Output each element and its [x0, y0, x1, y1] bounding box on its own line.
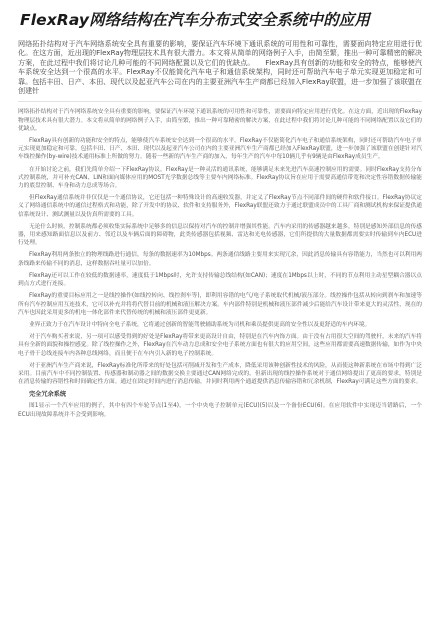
body-paragraph: 图1显示一个汽车应用的例子，其中有四个车轮节点(1至4)，一个中央电子控制单元(ECU)(5)以及一个备份ECU(6)。在应用软件中实现迈当错路后，一个ECU出现故障系统并不会受到影响。	[18, 403, 422, 418]
body-paragraph: 无论什么时候，控制系统都必须收集实际系统中足够多的信息以保持对汽车的控制并增强其性能。汽车内采用的传感器越来越多，特别是感知外部信息的传感器，用来感知路面信息以及前方、邻近以及车辆后面的障碍物，此类传感器包括视频、雷达和光电传感器，它们所提供的大量数据都需要实时传输到车内ECU进行处理。	[18, 223, 422, 247]
body-paragraph: FlexRay利用两条独立的物理线路进行通信，每条的数据速率为10Mbps。两条通信线路主要用来实现冗余，因此消息传输具有容错能力，当然也可以利用两条线路来传输不同的消息，这样数据吞吐量可以加倍。	[18, 252, 422, 267]
body-paragraph: 对于汽车购买者来说，另一项可以感受得到的好处是FlexRay将带来更高设计自由，特别是在汽车内饰方面。由于没有占用很大空间的驾驶杆，未来的汽车将具有全新的面貌和操控感觉。除了线控操作之外，FlexRay在汽车动力总成和安全电子系统方面也有很大的应用空间，这些应用都需要高速数据传输，如作为中央电子骨干总线连接车内各种总线网络，而且便于在车内引入新的电子控制系统。	[18, 334, 422, 357]
body-paragraph: 业界正致力于在汽车设计中特向全电子系统，它将通过创新的智能驾驶辅助系统为司机和乘员提供更高的安全性以及更舒适的车内环境。	[29, 321, 371, 328]
divider	[18, 101, 422, 102]
body-paragraph: FlexRay还可以工作在较低的数据速率，速度低于1Mbps时，允许支持传输总线结构(如CAN)；速度在1Mbps以上时，不同的节点利用主动星型耦合器以点到点方式进行连接。	[18, 272, 422, 288]
intro-paragraph: 网络拓扑结构对于汽车网络系统安全具有重要的影响，要保证汽车环境下通讯系统的可用性和可靠性，需要面向特定应用进行优化。在这方面，近出现的FlexRay物理层技术具有很大潜力。本文将从简单的网络例子入手，由简至繁，推出一种可靠精密的解决方案，在此过程中我们将讨论几种可能的不同网络配置以及它们的优缺点。 FlexRay具有创新的功能和安全的特点，能够使汽车系统安全达到一个很高的水平。FlexRay不仅能简化汽车电子和通信系统架构，同时还可帮助汽车电子单元实现更加稳定和可靠。包括丰田、日产、本田、现代以及起亚汽车公司在内的主要亚洲汽车生产商都已经加入FlexRay联盟，进一步加强了该联盟在创建针	[18, 39, 422, 96]
body-paragraph: 但FlexRay通信系统并非仅仅是一个通信协议，它还包括一种特殊设计的高速收发器，并定义了FlexRay节点不同部件间的硬件和软件接口。FlexRay协议定义了网络通信系统中的通信过程格式和功能，除了开发中的协议、软件和支持服务外，FlexRay联盟还致力于通过联盟成员中的工具厂商和测试机构来保证提供通信系统设计、测试测量以及仿真所需要的工具。	[18, 195, 422, 218]
section-heading: 完全冗余系统	[29, 391, 67, 399]
body-paragraph: 网络拓扑结构对于汽车网络系统安全具有重要的影响，要保证汽车环境下通讯系统的可用性和可靠性，需要面向特定应用进行优化。在这方面，近出现的FlexRay物理层技术具有很大潜力。本文将从简单的网络例子入手，由简至繁，推出一种可靠精密的解决方案，在此过程中我们将讨论几种可能的不同网络配置以及它们的优缺点。	[18, 109, 422, 132]
page-title: FlexRay网络结构在汽车分布式安全系统中的应用	[20, 11, 370, 29]
body-paragraph: 对于亚洲汽车生产商来说，FlexRay标准化所带来的好处包括可削减开发和生产成本，降低采用该种创新性技术的风险，从而使这种新系统在市场中得到广泛采用。目前汽车中不同控制装置、传感器和制动器之间的数据交换主要通过CAN网络完成的，但新出现的线控操作系统对于通信网络提出了更高的要求，特别是在消息传输的容错性和时间确定性方面。通过在固定时间内进行消息传输，并同时利用两个通道提供消息传输容错和冗余机制，FlexRay可满足这些方面的要求。	[18, 362, 422, 386]
body-paragraph: 在开始讨论之前，我们先简单介绍一下FlexRay协议。FlexRay是一种灵活的通讯系统，能够满足未来先进汽车高速控制应用的需要。同时FlexRay支持分布式控制系统，并可补充CAN、LIN和面向媒体应用的MOST光学数据总线等主要车内网络标准。FlexRay协议旨在应用于需要高通信带宽和决定性容错数据传输能力的底盘控制、车身和动力总成等场合。	[18, 166, 422, 190]
body-paragraph: FlexRay的重要目标应用之一是线控操作(如线控转向、线控刹车等)，即利用容错的电气/电子系统取代机械/液压部分。线控操作包括从转向到刹车和加速等所有汽车控制应用互连技术，它可以补充并将将代替目前的机械和液压解决方案。车内部件特别是机械和液压部件减少后能给汽车设计带来更大的灵活性，现在的汽车也因此采用更多的机电一体化部件来代替传统的机械和液压部件更更新。	[18, 293, 422, 316]
body-paragraph: FlexRay具有创新的功能和安全的特点，能够使汽车系统安全达到一个很高的水平。FlexRay不仅能简化汽车电子和通信系统架构，同时还可帮助汽车电子单元实现更加稳定和可靠。包括丰田、日产、本田、现代以及起亚汽车公司在内的主要亚洲汽车生产商都已经加入FlexRay联盟，进一步加强了该联盟在创建针对汽车线控操作(by-wire)技术通用标准上所做的努力。随着一些新的汽车生产商的加入，每年生产的汽车中每10辆几乎有9辆是由FlexRay成员生产。	[18, 138, 422, 161]
